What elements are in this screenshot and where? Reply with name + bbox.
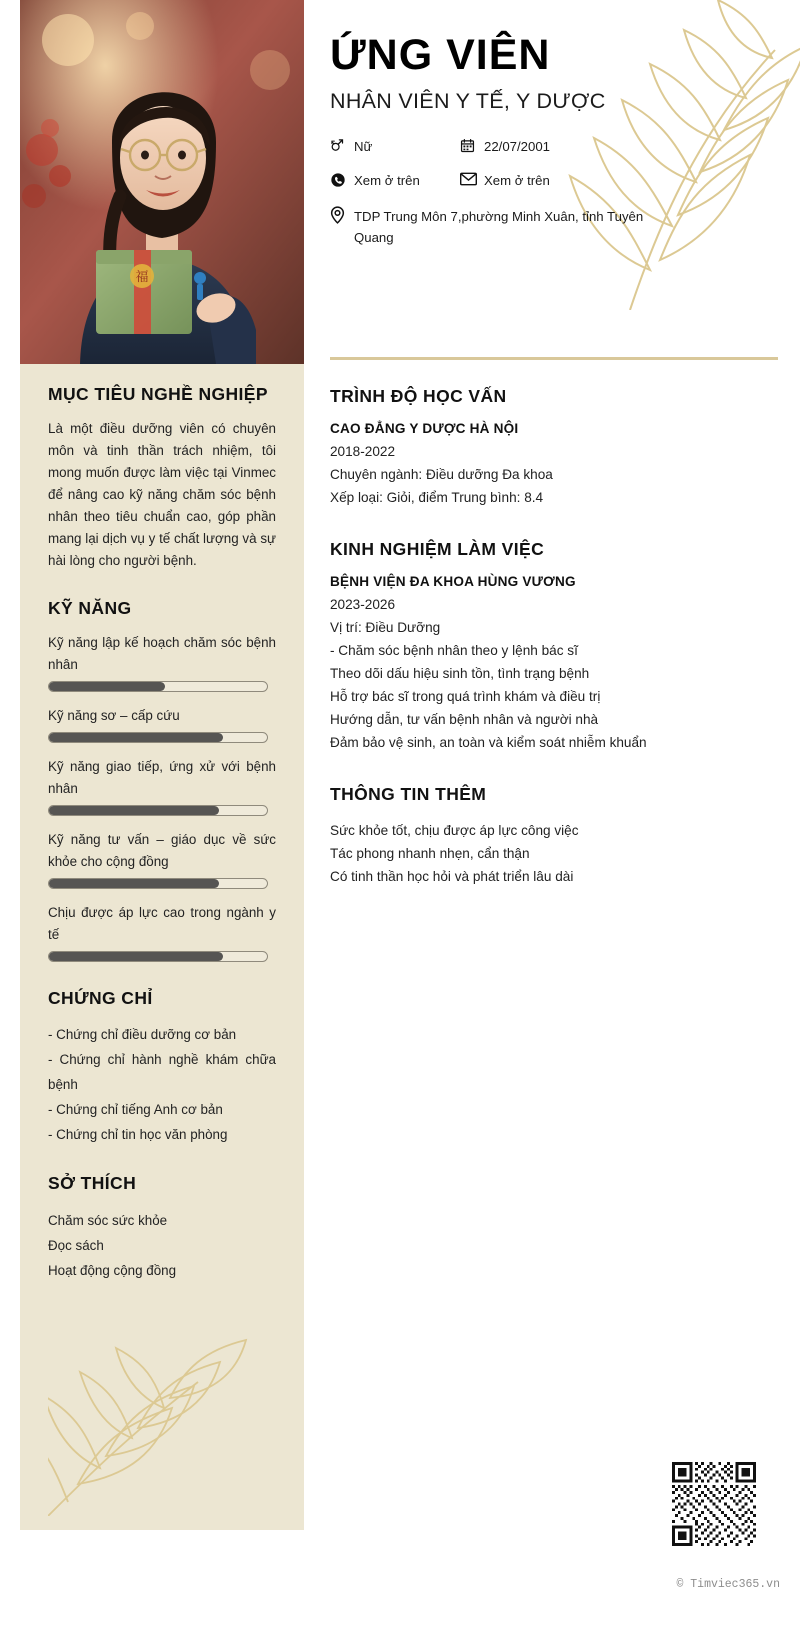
certificate-item: - Chứng chỉ hành nghề khám chữa bệnh bbox=[48, 1052, 276, 1093]
extra-info-heading: THÔNG TIN THÊM bbox=[330, 784, 487, 804]
site-credit: © Timviec365.vn bbox=[676, 1578, 780, 1591]
experience-duty: Theo dõi dấu hiệu sinh tồn, tình trạng bệnh bbox=[330, 666, 590, 681]
sidebar bbox=[20, 0, 304, 1530]
experience-duty: - Chăm sóc bệnh nhân theo y lệnh bác sĩ bbox=[330, 643, 578, 658]
skill-label: Kỹ năng giao tiếp, ứng xử với bệnh nhân bbox=[48, 759, 276, 797]
experience-years: 2023-2026 bbox=[330, 597, 396, 612]
skill-label: Kỹ năng tư vấn – giáo dục về sức khỏe cho cộng đồng bbox=[48, 832, 276, 870]
skill-label: Chịu được áp lực cao trong ngành y tế bbox=[48, 905, 276, 943]
contact-email[interactable] bbox=[460, 172, 550, 189]
candidate-name: ỨNG VIÊN bbox=[330, 31, 551, 79]
skill-progress-bar bbox=[48, 805, 268, 816]
birthday-value: 22/07/2001 bbox=[484, 139, 551, 154]
experience-duty: Đảm bảo vệ sinh, an toàn và kiểm soát nhiễm khuẩn bbox=[330, 735, 647, 750]
contact-gender bbox=[330, 138, 460, 155]
header bbox=[330, 0, 780, 265]
education-heading: TRÌNH ĐỘ HỌC VẤN bbox=[330, 386, 507, 406]
candidate-photo bbox=[20, 0, 304, 364]
certificate-item: - Chứng chỉ tin học văn phòng bbox=[48, 1127, 228, 1143]
education-school: CAO ĐẲNG Y DƯỢC HÀ NỘI bbox=[330, 421, 519, 436]
skill-label: Kỹ năng lập kế hoạch chăm sóc bệnh nhân bbox=[48, 635, 276, 673]
experience-duty: Hỗ trợ bác sĩ trong quá trình khám và điều trị bbox=[330, 689, 601, 704]
experience-duty: Hướng dẫn, tư vấn bệnh nhân và người nhà bbox=[330, 712, 599, 727]
contact-birthday bbox=[460, 138, 550, 155]
hobbies-heading: SỞ THÍCH bbox=[48, 1173, 137, 1194]
certificate-item: - Chứng chỉ điều dưỡng cơ bản bbox=[48, 1027, 237, 1043]
gender-icon bbox=[330, 138, 352, 153]
calendar-icon bbox=[460, 138, 482, 153]
extra-info-item: Có tinh thần học hỏi và phát triển lâu dài bbox=[330, 869, 574, 884]
gender-value: Nữ bbox=[354, 139, 373, 154]
experience-heading: KINH NGHIỆM LÀM VIỆC bbox=[330, 539, 545, 559]
hobby-item: Chăm sóc sức khỏe bbox=[48, 1212, 168, 1228]
skill-progress-bar bbox=[48, 732, 268, 743]
extra-info-item: Sức khỏe tốt, chịu được áp lực công việc bbox=[330, 823, 579, 838]
sidebar-content bbox=[48, 384, 276, 1283]
education-years: 2018-2022 bbox=[330, 444, 396, 459]
certificates-heading: CHỨNG CHỈ bbox=[48, 988, 153, 1009]
skill-progress-bar bbox=[48, 681, 268, 692]
contact-address bbox=[330, 206, 660, 248]
skill-label: Kỹ năng sơ – cấp cứu bbox=[48, 708, 180, 724]
education-grade: Xếp loại: Giỏi, điểm Trung bình: 8.4 bbox=[330, 490, 544, 505]
phone-icon bbox=[330, 172, 352, 188]
experience-company: BỆNH VIỆN ĐA KHOA HÙNG VƯƠNG bbox=[330, 574, 576, 589]
contact-phone[interactable] bbox=[330, 172, 460, 189]
objective-text: Là một điều dưỡng viên có chuyên môn và tinh thần trách nhiệm, tôi mong muốn được làm việc tại Vinmec để nâng cao kỹ năng chăm sóc bệnh nhân theo tiêu chuẩn cao, góp phần mang lại dịch vụ y tế chất lượng và sự hài lòng cho người bệnh. bbox=[48, 421, 276, 569]
qr-code-icon[interactable] bbox=[672, 1462, 756, 1546]
education-section bbox=[330, 386, 780, 509]
location-pin-icon bbox=[330, 206, 352, 224]
hobby-item: Đọc sách bbox=[48, 1237, 104, 1253]
extra-info-item: Tác phong nhanh nhẹn, cẩn thận bbox=[330, 846, 530, 861]
mail-icon bbox=[460, 172, 482, 186]
skills-heading: KỸ NĂNG bbox=[48, 598, 132, 619]
extra-info-section bbox=[330, 784, 780, 888]
certificate-item: - Chứng chỉ tiếng Anh cơ bản bbox=[48, 1102, 223, 1118]
main-content bbox=[330, 386, 780, 918]
email-value: Xem ở trên bbox=[484, 173, 550, 188]
objective-heading: MỤC TIÊU NGHỀ NGHIỆP bbox=[48, 384, 268, 404]
education-major: Chuyên ngành: Điều dưỡng Đa khoa bbox=[330, 467, 553, 482]
header-divider bbox=[330, 357, 778, 360]
leaf-decoration-bottom-left bbox=[48, 1316, 278, 1516]
hobby-item: Hoạt động cộng đồng bbox=[48, 1262, 177, 1278]
experience-section bbox=[330, 539, 780, 754]
contact-info bbox=[330, 138, 780, 248]
experience-position: Vị trí: Điều Dưỡng bbox=[330, 620, 441, 635]
svg-text:福: 福 bbox=[135, 270, 149, 285]
address-value: TDP Trung Môn 7,phường Minh Xuân, tỉnh Tuyên Quang bbox=[354, 209, 644, 245]
skill-progress-bar bbox=[48, 951, 268, 962]
candidate-role: NHÂN VIÊN Y TẾ, Y DƯỢC bbox=[330, 89, 606, 113]
skill-progress-bar bbox=[48, 878, 268, 889]
phone-value: Xem ở trên bbox=[354, 173, 420, 188]
